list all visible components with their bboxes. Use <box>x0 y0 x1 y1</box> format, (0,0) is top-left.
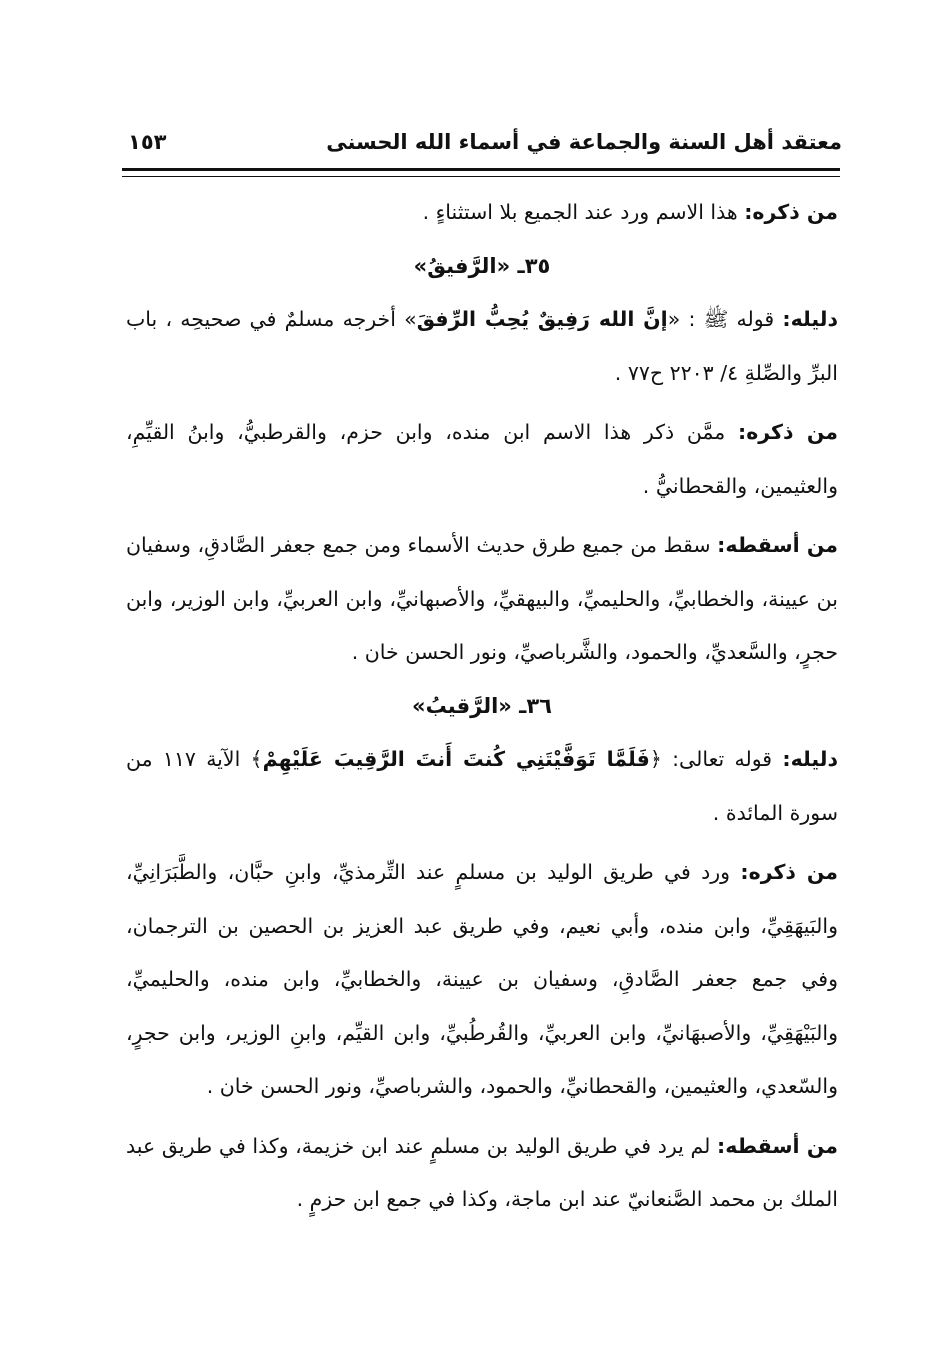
raqib-evidence-source: ﴾ الآية ١١٧ من سورة المائدة . <box>126 747 838 825</box>
rafiq-evidence-paragraph <box>126 293 838 400</box>
raqib-omitted-label: من أسقطه: <box>717 1133 838 1158</box>
intro-paragraph <box>126 186 838 240</box>
rafiq-omitted-text: سقط من جميع طرق حديث الأسماء ومن جمع جعفر الصَّادقِ، وسفيان بن عيينة، والخطابيِّ، والحليميِّ، والبيهقيِّ، والأصبهانيِّ، وابن العربيِّ، وابن الوزير، وابن حجرٍ، والسَّعديِّ، والحمود، والشَّرباصيِّ، ونور الحسن خان . <box>126 533 838 664</box>
rafiq-hadith-quote: إنَّ الله رَفِيقٌ يُحِبُّ الرِّفقَ <box>416 307 668 331</box>
raqib-mentioned-text: ورد في طريق الوليد بن مسلمٍ عند التِّرمذيِّ، وابنِ حبَّان، والطَّبَرَانِيِّ، والبَيهَقِيِّ، وابن منده، وأبي نعيم، وفي طريق عبد العزيز بن الحصين بن الترجمان، وفي جمع جعفر الصَّادقِ، وسفيان بن عيينة، والخطابيِّ، وابن منده، والحليميِّ، والبَيْهَقِيِّ، والأصبهَانيِّ، وابن العربيِّ، والقُرطُبيِّ، وابن القيِّم، وابنِ الوزير، وابن حجرٍ، والسّعدي، والعثيمين، والقحطانيِّ، والحمود، والشرباصيِّ، ونور الحسن خان . <box>126 860 838 1098</box>
rafiq-omitted-label: من أسقطه: <box>717 533 838 557</box>
page-body <box>126 186 838 1227</box>
section-heading-raqib: ٣٦ـ «الرَّقيبُ» <box>412 693 552 718</box>
raqib-quran-quote: فَلَمَّا تَوَفَّيْتَنِي كُنتَ أَنتَ الرَّقِيبَ عَلَيْهِمْ <box>262 747 650 771</box>
raqib-omitted-text: لم يرد في طريق الوليد بن مسلمٍ عند ابن خزيمة، وكذا في طريق عبد الملك بن محمد الصَّنعانيّ عند ابن ماجة، وكذا في جمع ابن حزمٍ . <box>126 1133 838 1211</box>
rafiq-omitted-paragraph <box>126 519 838 680</box>
rafiq-mentioned-label: من ذكره: <box>738 420 838 444</box>
rafiq-mentioned-paragraph <box>126 406 838 513</box>
rafiq-evidence-intro: قوله ﷺ : « <box>667 307 775 331</box>
header-rule-thick <box>122 168 840 171</box>
section-heading-rafiq: ٣٥ـ «الرَّفيقُ» <box>413 253 551 278</box>
raqib-evidence-label: دليله: <box>782 747 838 771</box>
raqib-evidence-intro: قوله تعالى: ﴿ <box>649 747 773 771</box>
raqib-omitted-paragraph <box>126 1120 838 1227</box>
rafiq-evidence-label: دليله: <box>782 307 839 331</box>
intro-label: من ذكره: <box>744 200 838 224</box>
running-title: معتقد أهل السنة والجماعة في أسماء الله الحسنى <box>326 130 842 154</box>
intro-text: هذا الاسم ورد عند الجميع بلا استثناءٍ . <box>422 200 738 224</box>
raqib-mentioned-label: من ذكره: <box>740 860 838 884</box>
rafiq-evidence-source: » أخرجه مسلمٌ في صحيحِه ، باب البرِّ والصِّلةِ ٤/ ٢٢٠٣ ح٧٧ . <box>126 307 838 385</box>
page-number: ١٥٣ <box>128 130 167 154</box>
raqib-evidence-paragraph <box>126 733 838 840</box>
raqib-mentioned-paragraph <box>126 846 838 1114</box>
rafiq-mentioned-text: ممَّن ذكر هذا الاسم ابن منده، وابن حزم، والقرطبيُّ، وابنُ القيِّمِ، والعثيمين، والقحطانيُّ . <box>126 420 838 498</box>
running-header <box>122 120 842 160</box>
header-rule-thin <box>122 176 840 177</box>
